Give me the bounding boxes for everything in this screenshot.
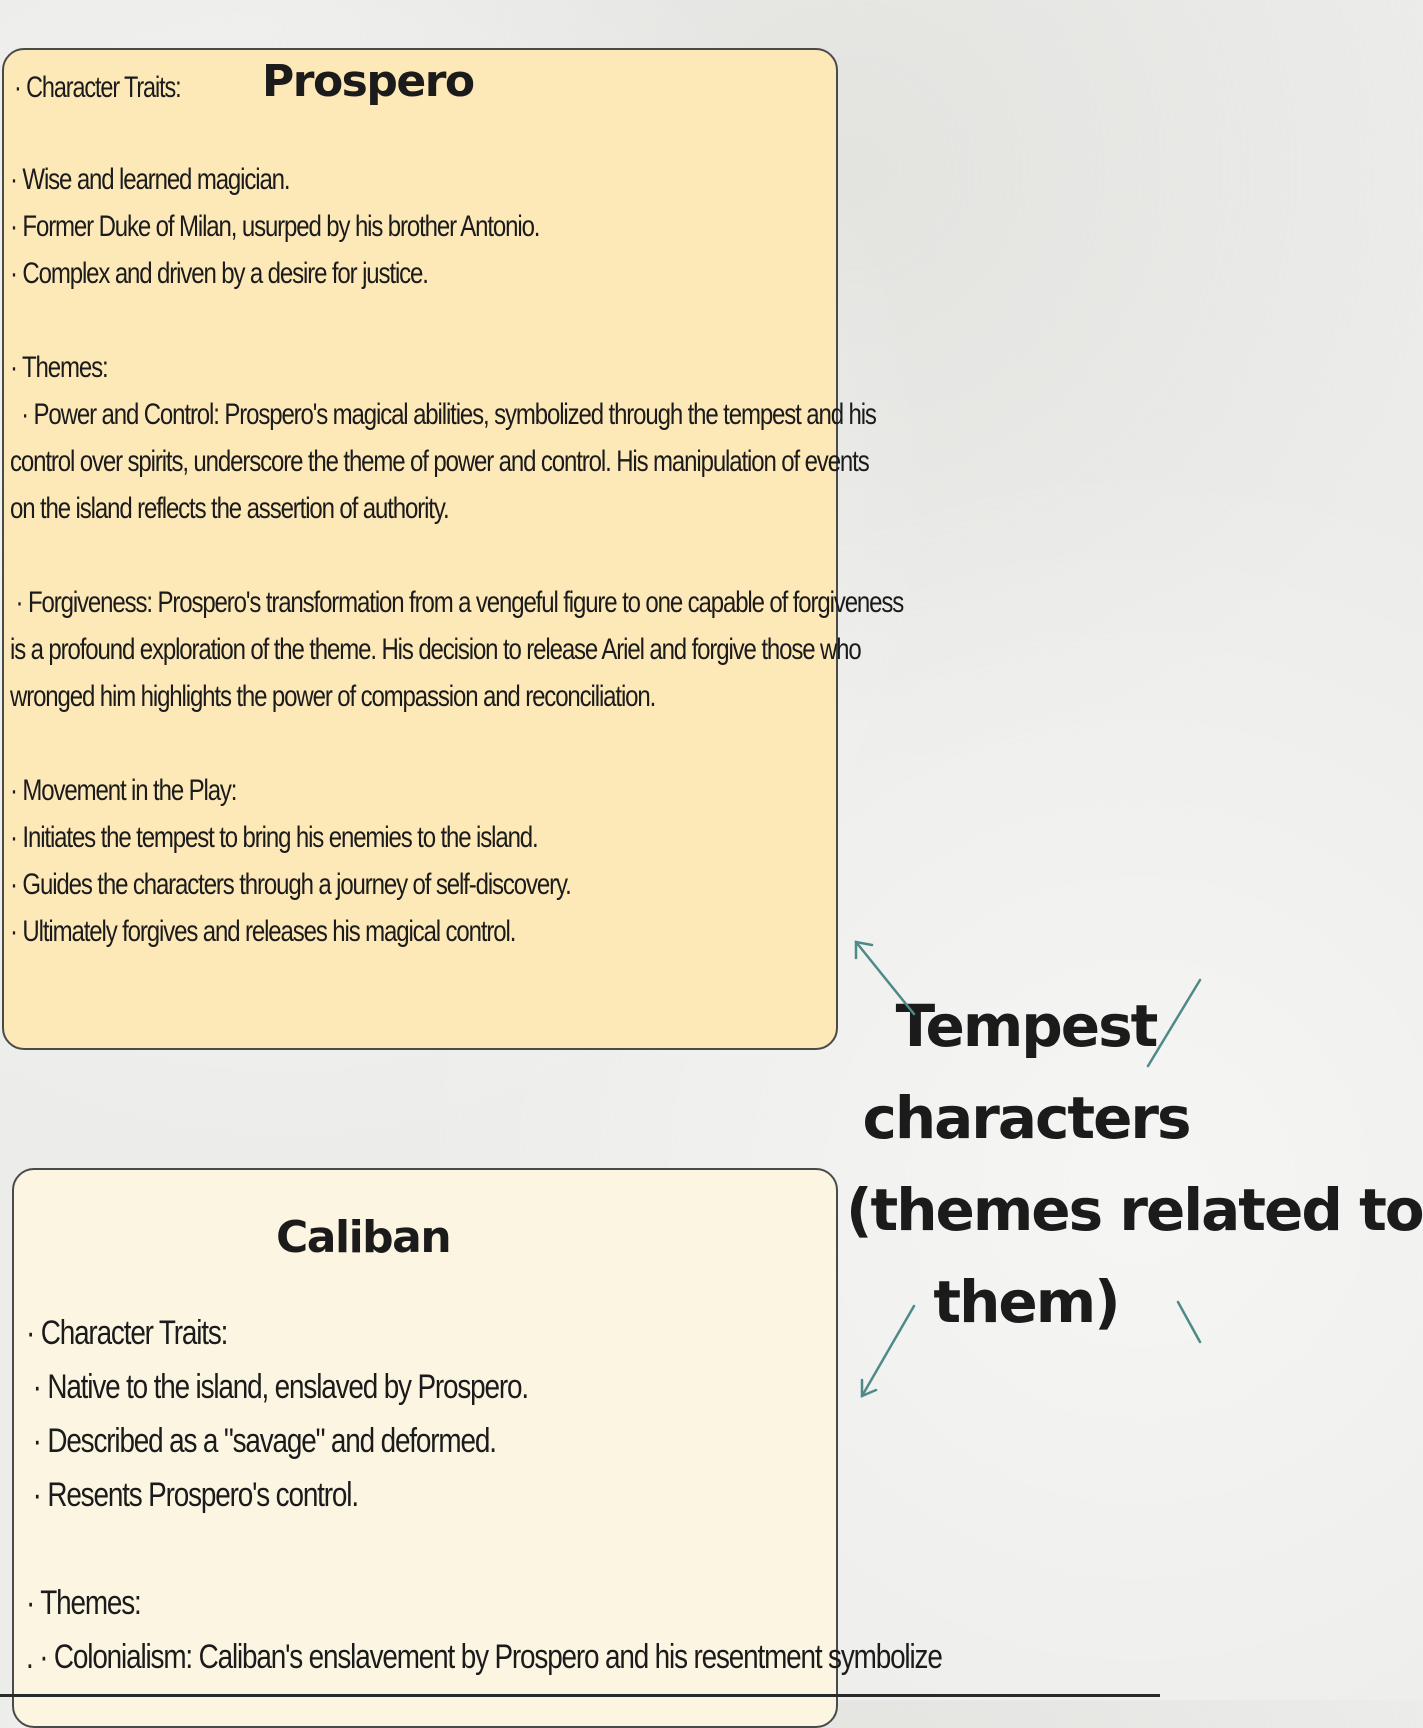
prospero-title: Prospero [262, 56, 474, 107]
arrow-to-prospero-icon [856, 942, 914, 1014]
prospero-movement-item: · Ultimately forgives and releases his magical control. [10, 915, 516, 948]
central-topic-line: them) [933, 1268, 1119, 1336]
prospero-traits-label: · Character Traits: [14, 71, 181, 104]
caliban-trait: · Described as a "savage" and deformed. [26, 1422, 496, 1460]
prospero-theme-line: is a profound exploration of the theme. His decision to release Ariel and forgive those who [10, 633, 861, 666]
prospero-trait: · Wise and learned magician. [10, 163, 290, 196]
prospero-movement-item: · Guides the characters through a journey of self-discovery. [10, 868, 571, 901]
prospero-theme-line: · Forgiveness: Prospero's transformation from a vengeful figure to one capable of forgiveness [10, 586, 904, 619]
prospero-trait: · Complex and driven by a desire for justice. [10, 257, 428, 290]
central-topic-line: Tempest [895, 992, 1157, 1060]
prospero-movement-label: · Movement in the Play: [10, 774, 237, 807]
arrow-top-right-icon [1148, 980, 1200, 1066]
central-topic-line: characters [862, 1084, 1190, 1152]
caliban-traits-label: · Character Traits: [26, 1314, 228, 1352]
prospero-trait: · Former Duke of Milan, usurped by his brother Antonio. [10, 210, 540, 243]
caliban-title: Caliban [276, 1212, 451, 1263]
central-topic-line: (themes related to [846, 1176, 1423, 1244]
arrow-bottom-right-icon [1178, 1302, 1200, 1342]
prospero-movement-item: · Initiates the tempest to bring his enemies to the island. [10, 821, 538, 854]
bottom-divider [0, 1694, 1160, 1697]
prospero-theme-line: · Power and Control: Prospero's magical abilities, symbolized through the tempest and his [10, 398, 876, 431]
caliban-themes-label: · Themes: [26, 1584, 141, 1622]
caliban-theme-line: . · Colonialism: Caliban's enslavement by Prospero and his resentment symbolize [26, 1638, 942, 1676]
caliban-trait: · Resents Prospero's control. [26, 1476, 358, 1514]
prospero-theme-line: on the island reflects the assertion of authority. [10, 492, 449, 525]
prospero-theme-line: wronged him highlights the power of compassion and reconciliation. [10, 680, 656, 713]
prospero-themes-label: · Themes: [10, 351, 108, 384]
prospero-theme-line: control over spirits, underscore the theme of power and control. His manipulation of events [10, 445, 869, 478]
arrow-to-caliban-icon [862, 1306, 914, 1396]
caliban-trait: · Native to the island, enslaved by Prospero. [26, 1368, 528, 1406]
